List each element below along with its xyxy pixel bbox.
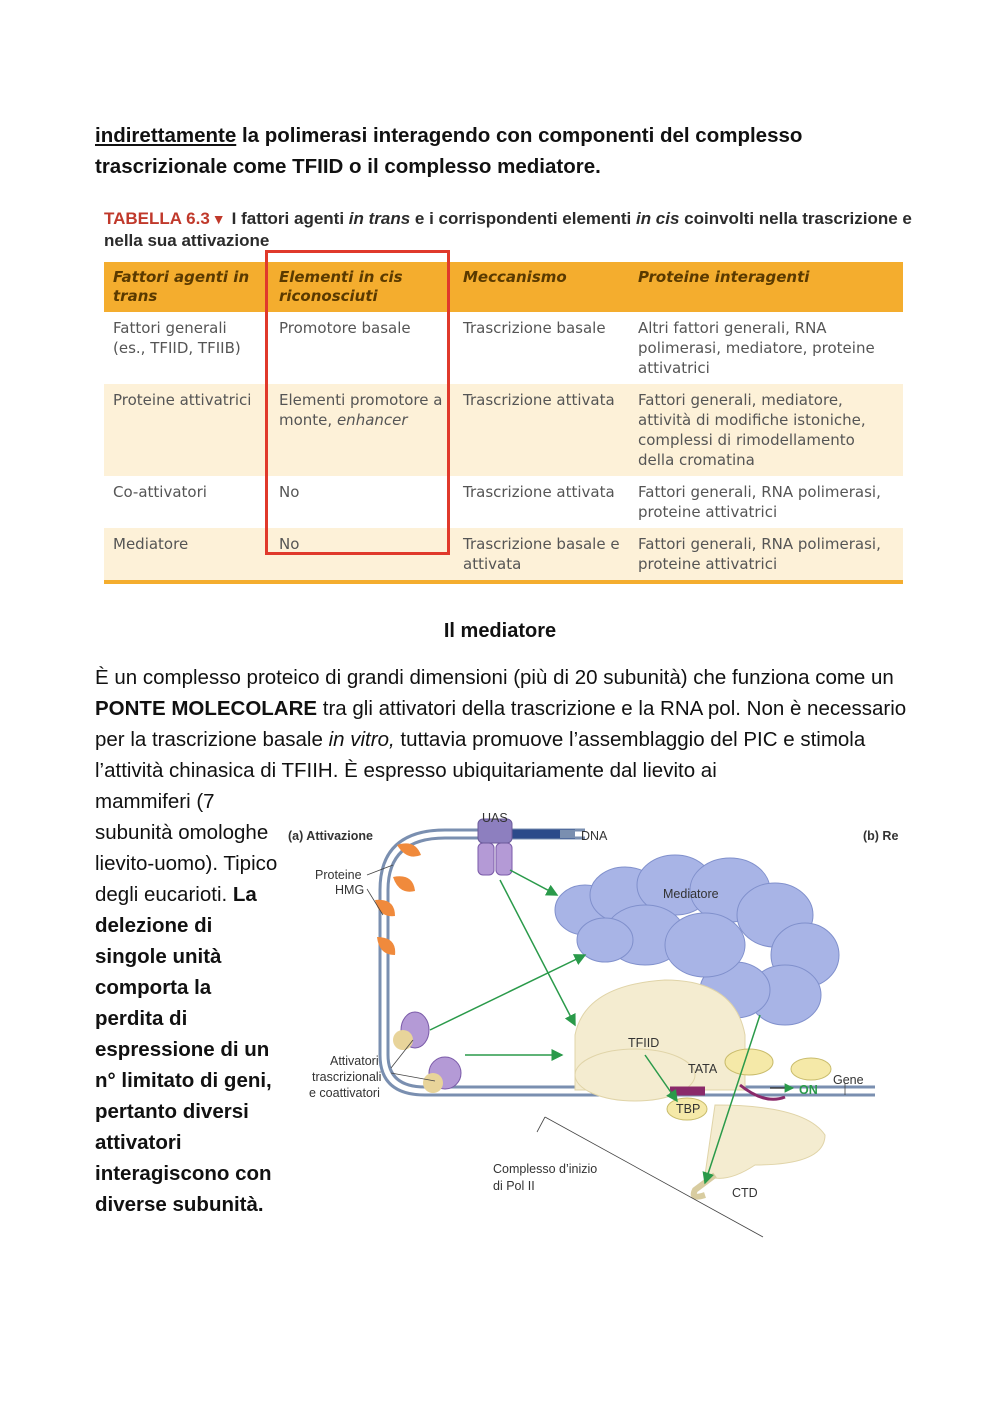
side-bold: La delezione di singole unità comporta la perdita di espressione di un n° limitato di geni, pertanto diversi attivatori interagiscono con diverse subunità. — [95, 883, 272, 1216]
hmg-protein — [375, 900, 395, 916]
activators-label: trascrizionali — [312, 1070, 382, 1084]
table-header: Meccanismo — [454, 262, 629, 312]
para-bold: PONTE MOLECOLARE — [95, 697, 318, 720]
table-cell: Trascrizione basale — [454, 312, 629, 384]
table-row — [104, 384, 903, 476]
ctd-tail — [694, 1175, 715, 1197]
caption-part: in trans — [348, 209, 411, 228]
table-cell: Trascrizione attivata — [454, 384, 629, 476]
caption-part: coinvolti nella trascrizione e nella sua attivazione — [104, 209, 912, 250]
table-cell: Proteine attivatrici — [104, 384, 270, 476]
table-cell: Promotore basale — [270, 312, 454, 384]
table-header-row — [104, 262, 903, 312]
table-cell: Mediatore — [104, 528, 270, 582]
arrow — [510, 870, 557, 895]
para-text: È un complesso proteico di grandi dimensioni (più di 20 subunità) che funziona come un — [95, 666, 894, 689]
pol-ii-subunit — [705, 1105, 825, 1178]
table-header: Proteine interagenti — [629, 262, 903, 312]
side-text: mammiferi (7 subunità omologhe lievito-uomo). Tipico degli eucarioti. — [95, 790, 278, 906]
table-cell: Altri fattori generali, RNA polimerasi, mediatore, proteine attivatrici — [629, 312, 903, 384]
table-cell: No — [270, 528, 454, 582]
panel-a-label: (a) Attivazione — [288, 829, 373, 843]
coactivator-protein — [393, 1030, 413, 1050]
hmg-protein — [393, 876, 415, 891]
section-title: Il mediatore — [443, 620, 557, 642]
hmg-label: Proteine — [315, 868, 362, 882]
table-header: Fattori agenti in trans — [104, 262, 270, 312]
table-caption — [104, 208, 914, 252]
table-cell: Co-attivatori — [104, 476, 270, 528]
intro-underlined: indirettamente — [95, 124, 237, 147]
table-cell: Trascrizione attivata — [454, 476, 629, 528]
caption-part: I fattori agenti — [231, 209, 349, 228]
cell-italic: enhancer — [336, 411, 408, 429]
gene-label: Gene — [833, 1073, 864, 1087]
table-number: TABELLA 6.3 — [104, 209, 210, 228]
transcription-factors-table — [104, 262, 903, 584]
on-label: ON — [799, 1083, 818, 1097]
table-cell: Fattori generali, mediatore, attività di modifiche istoniche, complessi di rimodellamento della cromatina — [629, 384, 903, 476]
side-paragraph — [95, 786, 285, 1220]
table-cell: No — [270, 476, 454, 528]
coactivator-protein — [423, 1073, 443, 1093]
activators-label: Attivatori — [330, 1054, 379, 1068]
hmg-label: HMG — [335, 883, 365, 897]
general-factor — [725, 1049, 773, 1075]
uas-activator — [496, 843, 512, 875]
table-cell: Fattori generali, RNA polimerasi, proteine attivatrici — [629, 476, 903, 528]
ctd-label: CTD — [732, 1186, 758, 1200]
pic-label: di Pol II — [493, 1179, 535, 1193]
tata-label: TATA — [688, 1062, 718, 1076]
para-text: tuttavia promuove l’assemblaggio del PIC e stimola l’attività chinasica di TFIIH. È espresso ubiquitariamente dal lievito ai — [95, 728, 866, 782]
caption-part: e i corrispondenti elementi — [410, 209, 636, 228]
table-cell — [270, 384, 454, 476]
mediator-label: Mediatore — [663, 887, 719, 901]
intro-rest: la polimerasi interagendo con componenti del complesso trascrizionale come TFIID o il complesso mediatore. — [95, 124, 803, 178]
table-cell: Trascrizione basale e attivata — [454, 528, 629, 582]
table-header: Elementi in cis riconosciuti — [270, 262, 454, 312]
para-text: tra gli attivatori della trascrizione e la RNA pol. Non è necessario per la trascrizione basale — [95, 697, 907, 751]
tfiid-label: TFIID — [628, 1036, 660, 1050]
tbp-label: TBP — [676, 1102, 701, 1116]
panel-b-label: (b) Re — [863, 829, 899, 843]
uas-activator — [478, 843, 494, 875]
table-row — [104, 476, 903, 528]
table-cell: Fattori generali (es., TFIID, TFIIB) — [104, 312, 270, 384]
arrow — [430, 955, 585, 1030]
para-italic: in vitro, — [328, 728, 395, 751]
triangle-icon: ▼ — [211, 211, 226, 227]
dna-label: DNA — [581, 829, 608, 843]
pic-label: Complesso d’inizio — [493, 1162, 598, 1176]
table-row — [104, 312, 903, 384]
intro-text — [95, 120, 915, 182]
body-paragraph — [95, 662, 910, 786]
table-row — [104, 528, 903, 582]
mediator-activation-figure — [285, 805, 905, 1245]
uas-label: UAS — [482, 811, 508, 825]
caption-part: in cis — [635, 209, 680, 228]
table-cell: Fattori generali, RNA polimerasi, proteine attivatrici — [629, 528, 903, 582]
general-factor — [791, 1058, 831, 1080]
activators-label: e coattivatori — [309, 1086, 380, 1100]
cell-text: Elementi promotore a monte, — [279, 391, 443, 429]
